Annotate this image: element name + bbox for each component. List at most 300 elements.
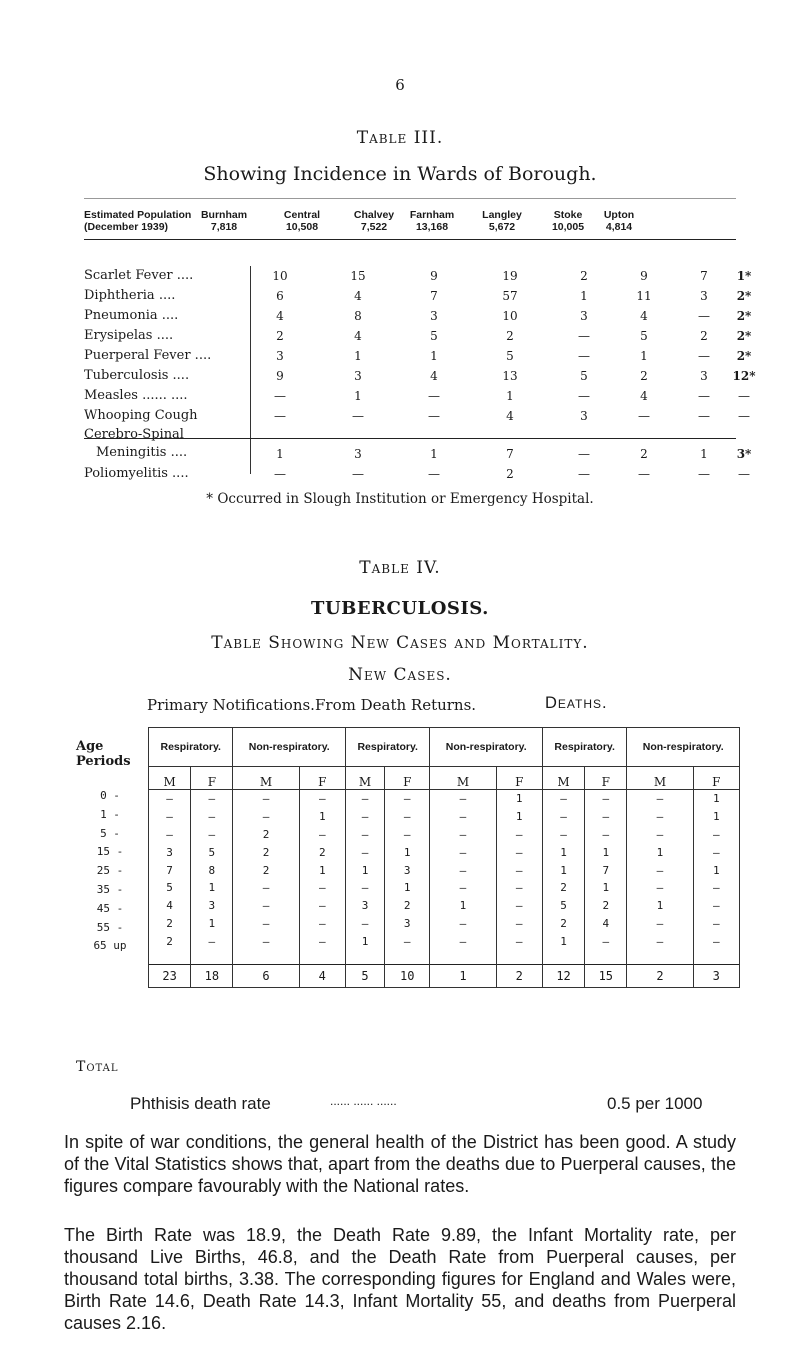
ward-header-farnham (394, 209, 470, 233)
incidence-cell: 12* (732, 369, 756, 383)
incidence-cell: 3* (736, 447, 752, 461)
sex-header: F (585, 767, 627, 790)
age-period-label: 15 - (96, 845, 124, 859)
incidence-cell: 6 (276, 289, 284, 303)
incidence-cell: — (738, 409, 750, 423)
count-cell: 1 (542, 861, 584, 879)
group-header: Non-respiratory. (233, 728, 346, 767)
count-cell: 1 (385, 879, 430, 897)
spacer-cell (299, 950, 345, 965)
count-cell: — (585, 826, 627, 844)
count-cell: 2 (542, 879, 584, 897)
count-cell: — (430, 932, 496, 950)
ward-population: 5,672 (488, 221, 516, 233)
disease-row (84, 366, 756, 386)
count-cell: — (627, 826, 693, 844)
count-cell: 4 (585, 915, 627, 933)
total-cell: 23 (149, 965, 191, 988)
count-cell: — (627, 915, 693, 933)
count-cell: — (345, 915, 384, 933)
incidence-cell: — (274, 409, 286, 423)
total-cell: 10 (385, 965, 430, 988)
total-label: Total (76, 1059, 119, 1075)
count-cell: — (542, 826, 584, 844)
count-cell: 5 (149, 879, 191, 897)
ward-population: 7,522 (360, 221, 388, 233)
count-cell: — (585, 790, 627, 808)
count-cell: 1 (627, 897, 693, 915)
incidence-cell: — (578, 329, 590, 343)
new-cases-heading: New Cases. (348, 665, 452, 685)
count-cell: — (149, 790, 191, 808)
disease-label: Diphtheria .... (84, 288, 176, 303)
disease-row (84, 386, 750, 406)
incidence-cell: — (638, 409, 650, 423)
count-cell: 1 (542, 843, 584, 861)
ward-name: Chalvey (353, 209, 395, 221)
count-cell: — (345, 790, 384, 808)
count-cell: 8 (191, 861, 233, 879)
incidence-cell: 1 (430, 447, 438, 461)
age-row (149, 897, 740, 915)
count-cell: 1 (345, 861, 384, 879)
incidence-cell: 2* (736, 289, 752, 303)
tuberculosis-heading: TUBERCULOSIS. (311, 598, 489, 619)
phthisis-value: 0.5 per 1000 (607, 1094, 703, 1113)
incidence-cell: — (428, 467, 440, 481)
incidence-cell: 2* (736, 309, 752, 323)
count-cell: — (496, 826, 542, 844)
count-cell: — (233, 879, 299, 897)
count-cell: 1 (542, 932, 584, 950)
ward-name: Upton (603, 209, 635, 221)
incidence-cell: — (698, 467, 710, 481)
spacer-cell (149, 950, 191, 965)
paragraph-rates: The Birth Rate was 18.9, the Death Rate 9.89, the Infant Mortality rate, per thousand Live Births, 46.8, and the Death Rate from Puerperal causes, per thousand total births, 3.38. The corresponding figures for England and Wales were, Birth Rate 14.6, Death Rate 14.3, Infant Mortality 55, and deaths from Puerperal causes 2.16. (64, 1225, 736, 1333)
total-cell: 3 (693, 965, 739, 988)
age-period-label: 65 up (93, 939, 127, 953)
count-cell: — (693, 879, 739, 897)
sex-header-row (149, 767, 740, 790)
est-pop-line-2: (December 1939) (84, 221, 169, 233)
incidence-cell: 9 (276, 369, 284, 383)
count-cell: — (585, 808, 627, 826)
incidence-cell: 2 (506, 467, 514, 481)
disease-row (84, 426, 752, 464)
incidence-cell: 2 (640, 369, 648, 383)
count-cell: — (627, 808, 693, 826)
spacer-cell (430, 950, 496, 965)
phthisis-death-rate (130, 1094, 710, 1114)
ward-name: Stoke (553, 209, 583, 221)
count-cell: 3 (345, 897, 384, 915)
age-row (149, 861, 740, 879)
count-cell: 4 (149, 897, 191, 915)
count-cell: 1 (693, 861, 739, 879)
group-header: Non-respiratory. (430, 728, 543, 767)
incidence-cell: 1 (354, 349, 362, 363)
count-cell: 7 (585, 861, 627, 879)
count-cell: 1 (496, 790, 542, 808)
incidence-cell: — (274, 467, 286, 481)
count-cell: — (496, 843, 542, 861)
age-row (149, 879, 740, 897)
count-cell: 1 (299, 861, 345, 879)
ward-name: Central (283, 209, 321, 221)
count-cell: — (627, 879, 693, 897)
count-cell: 1 (627, 843, 693, 861)
sex-header: F (693, 767, 739, 790)
incidence-cell: 3 (354, 447, 362, 461)
count-cell: 1 (191, 879, 233, 897)
total-cell: 18 (191, 965, 233, 988)
count-cell: — (627, 861, 693, 879)
count-cell: — (693, 897, 739, 915)
count-cell: — (496, 861, 542, 879)
sex-header: M (627, 767, 693, 790)
incidence-cell: 5 (640, 329, 648, 343)
count-cell: 2 (149, 915, 191, 933)
disease-label: Puerperal Fever .... (84, 348, 212, 363)
spacer-cell (627, 950, 693, 965)
incidence-cell: 1 (276, 447, 284, 461)
count-cell: — (299, 826, 345, 844)
incidence-cell: 5 (580, 369, 588, 383)
age-row (149, 826, 740, 844)
count-cell: — (233, 808, 299, 826)
incidence-cell: 2 (700, 329, 708, 343)
sex-header: M (542, 767, 584, 790)
count-cell: — (693, 932, 739, 950)
spacer-cell (585, 950, 627, 965)
count-cell: — (233, 915, 299, 933)
count-cell: — (299, 879, 345, 897)
disease-label: Erysipelas .... (84, 328, 174, 343)
total-cell: 15 (585, 965, 627, 988)
count-cell: — (345, 826, 384, 844)
sex-header: M (233, 767, 299, 790)
count-cell: — (627, 790, 693, 808)
incidence-cell: 2 (506, 329, 514, 343)
incidence-cell: — (352, 409, 364, 423)
count-cell: — (191, 808, 233, 826)
count-cell: — (585, 932, 627, 950)
incidence-cell: 3 (700, 369, 708, 383)
table-3-title: Table III. (356, 128, 444, 148)
incidence-cell: 2 (640, 447, 648, 461)
disease-label-line-1: Cerebro-Spinal (84, 427, 184, 442)
incidence-cell: — (428, 409, 440, 423)
incidence-cell: 4 (354, 329, 362, 343)
est-pop-line-1: Estimated Population (84, 209, 192, 221)
count-cell: 1 (585, 879, 627, 897)
ward-name: Burnham (200, 209, 248, 221)
ward-name: Langley (482, 209, 522, 221)
sex-header: F (191, 767, 233, 790)
incidence-cell: 3 (580, 309, 588, 323)
count-cell: — (693, 843, 739, 861)
incidence-cell: 2 (276, 329, 284, 343)
total-cell: 6 (233, 965, 299, 988)
count-cell: — (430, 808, 496, 826)
incidence-cell: 4 (276, 309, 284, 323)
incidence-cell: 9 (640, 269, 648, 283)
count-cell: — (496, 897, 542, 915)
count-cell: — (299, 915, 345, 933)
incidence-cell: 4 (354, 289, 362, 303)
incidence-cell: 5 (506, 349, 514, 363)
table-3-header (84, 198, 736, 240)
phthisis-label: Phthisis death rate (130, 1094, 271, 1113)
disease-row (84, 464, 750, 484)
incidence-cell: 11 (636, 289, 652, 303)
count-cell: — (385, 932, 430, 950)
spacer-cell (345, 950, 384, 965)
age-row (149, 790, 740, 808)
count-cell: — (299, 790, 345, 808)
age-row (149, 932, 740, 950)
incidence-cell: 1 (506, 389, 514, 403)
count-cell: 3 (149, 843, 191, 861)
group-header: Respiratory. (345, 728, 429, 767)
total-cell: 12 (542, 965, 584, 988)
ward-population: 13,168 (415, 221, 449, 233)
incidence-cell: — (578, 349, 590, 363)
incidence-cell: 19 (502, 269, 518, 283)
incidence-cell: — (698, 389, 710, 403)
disease-row (84, 306, 752, 326)
incidence-cell: — (428, 389, 440, 403)
count-cell: 2 (149, 932, 191, 950)
disease-label: Tuberculosis .... (84, 368, 190, 383)
count-cell: — (191, 826, 233, 844)
disease-label: Scarlet Fever .... (84, 268, 194, 283)
incidence-cell: 4 (640, 389, 648, 403)
table-3-subtitle: Showing Incidence in Wards of Borough. (203, 163, 597, 185)
total-cell: 1 (430, 965, 496, 988)
count-cell: 1 (693, 808, 739, 826)
age-period-label: 45 - (96, 901, 124, 915)
count-cell: 2 (542, 915, 584, 933)
incidence-cell: 3 (430, 309, 438, 323)
incidence-cell: — (638, 467, 650, 481)
spacer-cell (693, 950, 739, 965)
spacer-cell (233, 950, 299, 965)
incidence-cell: — (698, 349, 710, 363)
count-cell: — (496, 879, 542, 897)
incidence-cell: 4 (506, 409, 514, 423)
phthisis-leader-dots: ...... ...... ...... (330, 1094, 397, 1108)
disease-row (84, 326, 752, 346)
incidence-cell: 2 (580, 269, 588, 283)
disease-label: Measles ...... .... (84, 388, 188, 403)
total-cell: 4 (299, 965, 345, 988)
count-cell: — (693, 915, 739, 933)
count-cell: — (430, 915, 496, 933)
spacer-cell (496, 950, 542, 965)
ward-population: 10,508 (285, 221, 319, 233)
paragraph-health: In spite of war conditions, the general health of the District has been good. A study of the Vital Statistics shows that, apart from the deaths due to Puerperal causes, the figures compare favourably with the National rates. (64, 1132, 736, 1196)
incidence-cell: 4 (430, 369, 438, 383)
disease-row (84, 286, 752, 306)
count-cell: — (385, 826, 430, 844)
incidence-cell: 3 (276, 349, 284, 363)
total-row (149, 965, 740, 988)
incidence-cell: 1* (736, 269, 752, 283)
count-cell: 1 (430, 897, 496, 915)
spacer-cell (385, 950, 430, 965)
count-cell: 7 (149, 861, 191, 879)
group-header: Respiratory. (149, 728, 233, 767)
count-cell: 2 (233, 826, 299, 844)
group-header: Non-respiratory. (627, 728, 740, 767)
deaths-label: Deaths. (545, 694, 608, 712)
count-cell: — (430, 826, 496, 844)
count-cell: 3 (385, 915, 430, 933)
incidence-cell: — (274, 389, 286, 403)
incidence-cell: — (698, 409, 710, 423)
age-period-label: 25 - (96, 864, 124, 878)
age-label: Age (76, 739, 104, 754)
count-cell: — (299, 897, 345, 915)
incidence-cell: — (352, 467, 364, 481)
count-cell: — (233, 897, 299, 915)
sex-header: M (149, 767, 191, 790)
age-period-label: 5 - (100, 826, 120, 840)
disease-label: Meningitis .... (96, 445, 188, 460)
incidence-cell: 5 (430, 329, 438, 343)
count-cell: 1 (693, 790, 739, 808)
table-3-body (84, 266, 756, 484)
count-cell: — (149, 826, 191, 844)
count-cell: — (345, 879, 384, 897)
incidence-cell: 3 (354, 369, 362, 383)
disease-row (84, 346, 752, 366)
count-cell: 5 (191, 843, 233, 861)
age-period-label: 1 - (100, 807, 120, 821)
total-cell: 2 (496, 965, 542, 988)
incidence-cell: 1 (700, 447, 708, 461)
disease-label: Poliomyelitis .... (84, 466, 189, 481)
incidence-cell: 15 (350, 269, 366, 283)
tuberculosis-table (148, 727, 740, 988)
count-cell: 1 (496, 808, 542, 826)
primary-notifications-label: Primary Notifications. (147, 696, 315, 714)
total-cell: 2 (627, 965, 693, 988)
sex-header: M (345, 767, 384, 790)
age-period-label: 35 - (96, 883, 124, 896)
table-3 (84, 198, 756, 484)
ward-population: 10,005 (551, 221, 585, 233)
spacer-cell (191, 950, 233, 965)
count-cell: 1 (299, 808, 345, 826)
group-header: Respiratory. (542, 728, 626, 767)
table-4-subtitle: Table Showing New Cases and Mortality. (211, 633, 589, 653)
count-cell: — (345, 843, 384, 861)
table-4 (76, 727, 740, 1079)
incidence-cell: 7 (506, 447, 514, 461)
ward-population: 4,814 (605, 221, 633, 233)
disease-label: Pneumonia .... (84, 308, 179, 323)
incidence-cell: 2* (736, 349, 752, 363)
total-cell: 5 (345, 965, 384, 988)
count-cell: 3 (385, 861, 430, 879)
count-cell: — (149, 808, 191, 826)
count-cell: 2 (585, 897, 627, 915)
incidence-cell: 7 (430, 289, 438, 303)
count-cell: — (299, 932, 345, 950)
incidence-cell: 1 (354, 389, 362, 403)
count-cell: — (627, 932, 693, 950)
count-cell: 1 (385, 843, 430, 861)
death-returns-label: From Death Returns. (315, 696, 477, 714)
age-period-label: 0 - (100, 789, 120, 802)
incidence-cell: — (578, 447, 590, 461)
ward-population: 7,818 (210, 221, 238, 233)
incidence-cell: 10 (272, 269, 288, 283)
count-cell: — (430, 879, 496, 897)
incidence-cell: — (578, 389, 590, 403)
incidence-cell: 8 (354, 309, 362, 323)
incidence-cell: 9 (430, 269, 438, 283)
spacer-cell (542, 950, 584, 965)
ward-header-burnham (186, 209, 262, 233)
count-cell: — (430, 843, 496, 861)
incidence-cell: 3 (580, 409, 588, 423)
count-cell: 3 (191, 897, 233, 915)
count-cell: — (496, 932, 542, 950)
count-cell: 2 (385, 897, 430, 915)
incidence-cell: — (738, 467, 750, 481)
sex-header: F (385, 767, 430, 790)
table-3-bottom-rule (84, 438, 736, 439)
sex-header: F (496, 767, 542, 790)
count-cell: — (430, 790, 496, 808)
incidence-cell: 10 (502, 309, 518, 323)
count-cell: — (345, 808, 384, 826)
group-header-row (149, 728, 740, 767)
count-cell: — (496, 915, 542, 933)
periods-label: Periods (76, 754, 131, 769)
disease-row (84, 406, 750, 426)
page-number: 6 (395, 76, 405, 94)
count-cell: — (385, 808, 430, 826)
incidence-cell: 1 (430, 349, 438, 363)
ward-header-langley (464, 209, 540, 233)
count-cell: 5 (542, 897, 584, 915)
count-cell: 2 (233, 861, 299, 879)
count-cell: 1 (191, 915, 233, 933)
disease-label: Whooping Cough (84, 408, 198, 423)
incidence-cell: 7 (700, 269, 708, 283)
incidence-cell: 13 (502, 369, 518, 383)
sex-header: F (299, 767, 345, 790)
incidence-cell: 57 (502, 289, 518, 303)
count-cell: — (542, 808, 584, 826)
age-row (149, 843, 740, 861)
count-cell: — (233, 932, 299, 950)
incidence-cell: — (738, 389, 750, 403)
count-cell: — (693, 826, 739, 844)
count-cell: — (385, 790, 430, 808)
incidence-cell: 4 (640, 309, 648, 323)
count-cell: — (542, 790, 584, 808)
age-period-label: 55 - (96, 920, 124, 934)
incidence-cell: — (698, 309, 710, 323)
spacer-row (149, 950, 740, 965)
count-cell: 2 (299, 843, 345, 861)
ward-name: Farnham (409, 209, 455, 221)
